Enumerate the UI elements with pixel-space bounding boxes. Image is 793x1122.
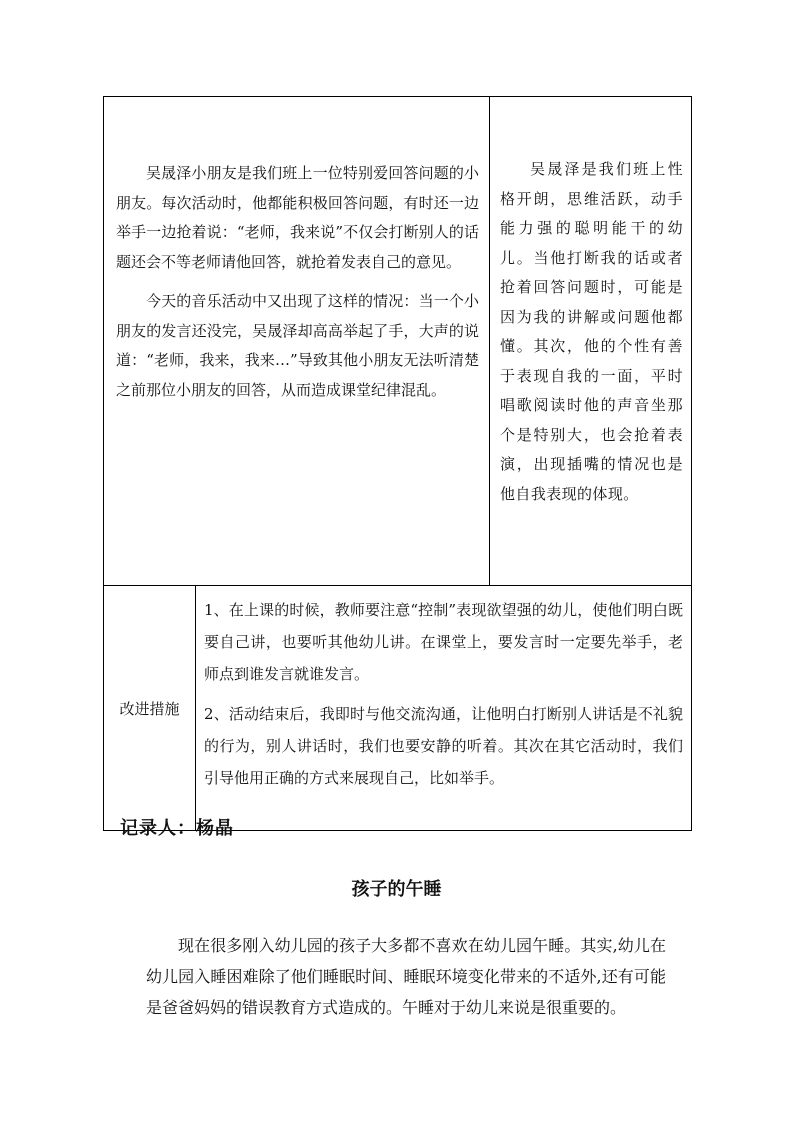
- improvement-measures-cell: [196, 586, 692, 831]
- case-record-table: [103, 96, 692, 831]
- section-body-paragraph: 现在很多刚入幼儿园的孩子大多都不喜欢在幼儿园午睡。其实,幼儿在幼儿园入睡困难除了他们睡眠时间、睡眠环境变化带来的不适外,还有可能是爸爸妈妈的错误教育方式造成的。午睡对于幼儿来说是很重要的。: [146, 936, 666, 1017]
- case-description-cell: [104, 97, 490, 586]
- section-title: 孩子的午睡: [351, 879, 442, 900]
- improvement-label: 改进措施: [104, 586, 196, 831]
- case-analysis-cell: [490, 97, 692, 586]
- improvement-item-1: 1、在上课的时候，教师要注意“控制”表现欲望强的幼儿，使他们明白既要自己讲，也要听其他幼儿讲。在课堂上，要发言时一定要先举手，老师点到谁发言就谁发言。: [204, 601, 684, 683]
- analysis-paragraph: 吴晟泽是我们班上性格开朗，思维活跃，动手能力强的聪明能干的幼儿。当他打断我的话或者抢着回答问题时，可能是因为我的讲解或问题他都懂。其次，他的个性有善于表现自我的一面，平时唱歌阅读时他的声音坐那个是特别大，也会抢着表演，出现插嘴的情况也是他自我表现的体现。: [500, 160, 684, 503]
- description-paragraph-1: 吴晟泽小朋友是我们班上一位特别爱回答问题的小朋友。每次活动时，他都能积极回答问题，有时还一边举手一边抢着说：“老师，我来说”不仅会打断别人的话题还会不等老师请他回答，就抢着发表自己的意见。: [116, 164, 480, 271]
- improvement-row: [104, 586, 692, 831]
- improvement-item-2: 2、活动结束后，我即时与他交流沟通，让他明白打断别人讲话是不礼貌的行为，别人讲话时，我们也要安静的听着。其次在其它活动时，我们引导他用正确的方式来展现自己，比如举手。: [204, 705, 684, 787]
- description-paragraph-2: 今天的音乐活动中又出现了这样的情况：当一个小朋友的发言还没完，吴晟泽却高高举起了手，大声的说道：“老师，我来，我来…”导致其他小朋友无法听清楚之前那位小朋友的回答，从而造成课堂纪律混乱。: [116, 292, 480, 399]
- case-description-row: [104, 97, 692, 586]
- recorder-line: 记录人：杨晶: [120, 818, 234, 839]
